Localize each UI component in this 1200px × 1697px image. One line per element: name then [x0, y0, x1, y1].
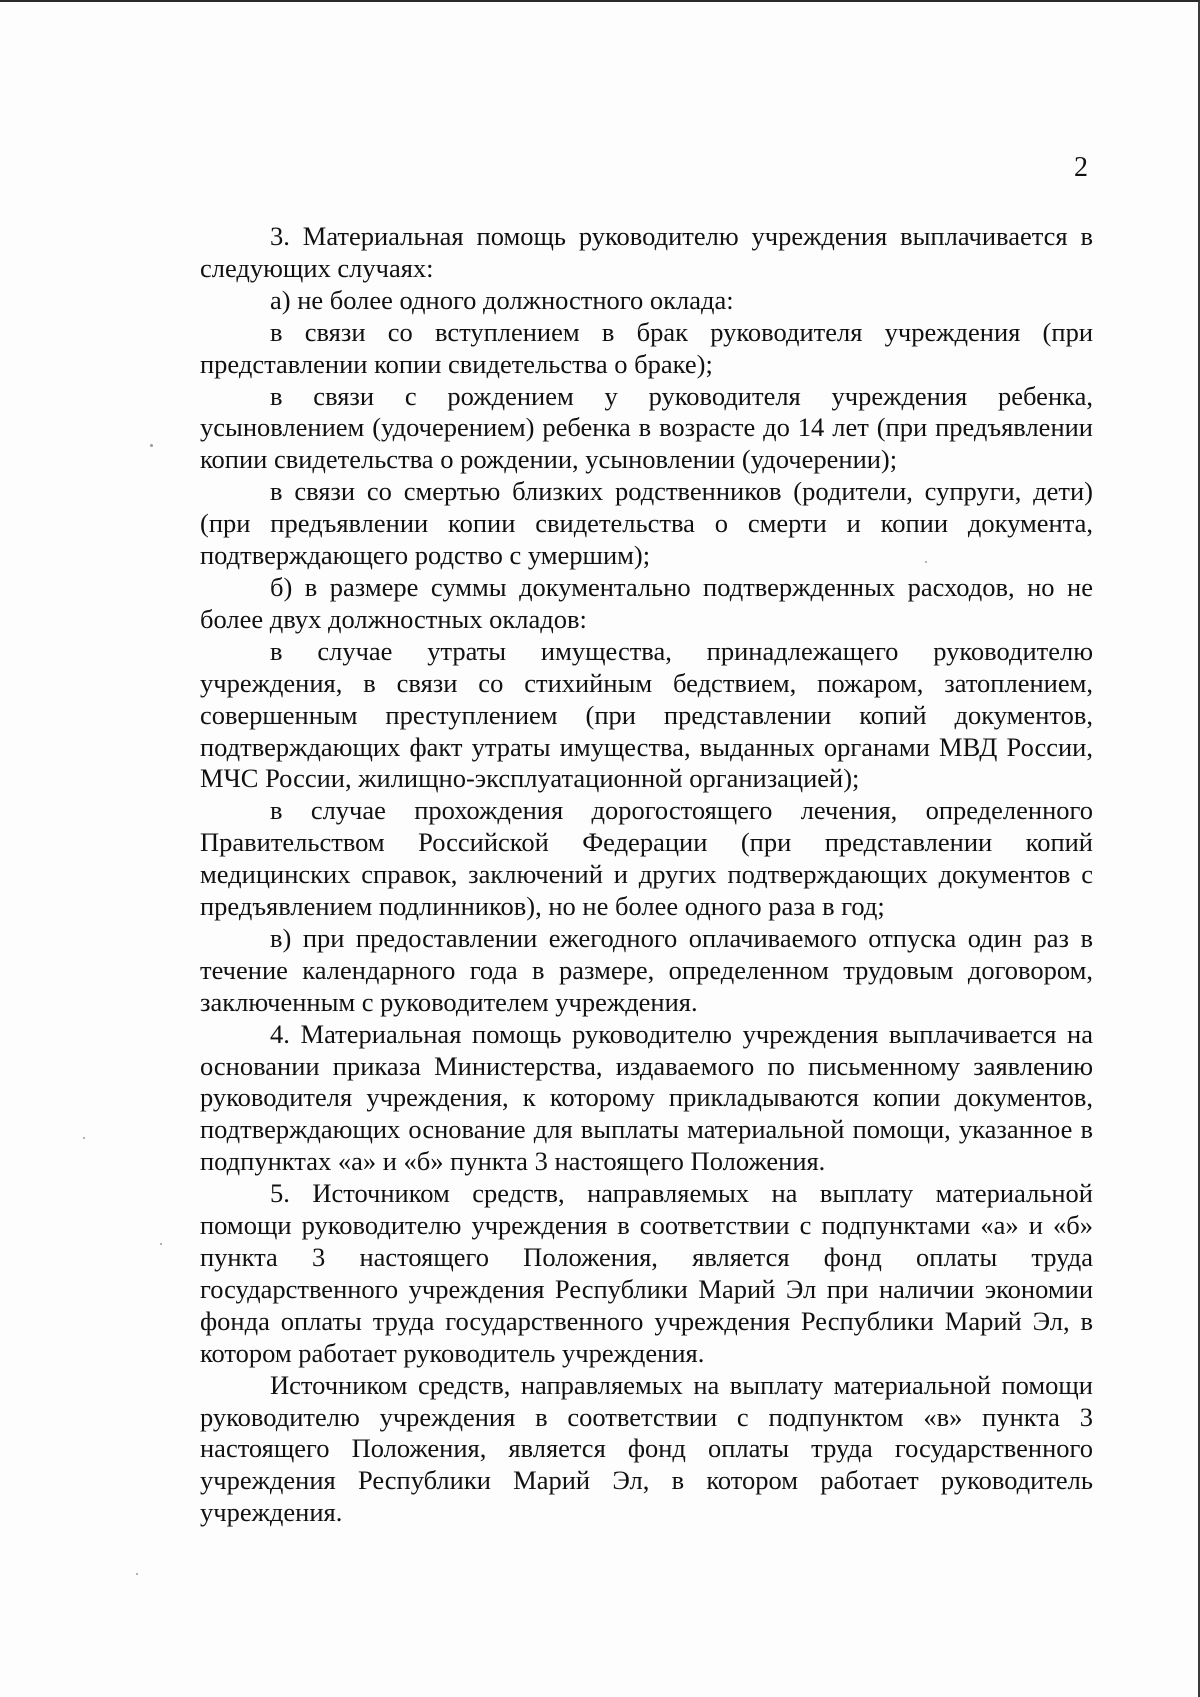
paragraph-3v-vacation: в) при предоставлении ежегодного оплачиваемого отпуска один раз в течение календарного года в размере, определенном трудовым договором, заключенным с руководителем учреждения.: [200, 922, 1093, 1017]
scan-speck: [136, 1573, 138, 1575]
scan-speck: [150, 444, 153, 447]
paragraph-3a-birth: в связи с рождением у руководителя учреждения ребенка, усыновлением (удочерением) ребенка в возрасте до 14 лет (при предъявлении копии свидетельства о рождении, усыновлении (удочерении);: [200, 380, 1093, 475]
paragraph-3-intro: 3. Материальная помощь руководителю учреждения выплачивается в следующих случаях:: [200, 221, 1093, 283]
paragraph-3a-marriage: в связи со вступлением в брак руководителя учреждения (при представлении копии свидетельства о браке);: [200, 316, 1093, 379]
paragraph-3a-heading: а) не более одного должностного оклада:: [270, 284, 734, 315]
scan-speck: [83, 1137, 85, 1139]
page-number: 2: [1074, 152, 1088, 183]
scan-speck: [160, 1243, 162, 1245]
paragraph-3a-death: в связи со смертью близких родственников (родители, супруги, дети) (при предъявлении копии свидетельства о смерти и копии документа, подтверждающего родство с умершим);: [200, 476, 1093, 571]
paragraph-5-source: Источником средств, направляемых на выплату материальной помощи руководителю учреждения в соответствии с подпунктом «в» пункта 3 настоящего Положения, является фонд оплаты труда государственного учреждения Республики Марий Эл, в котором работает руководитель учреждения.: [200, 1369, 1093, 1528]
document-body: [200, 221, 1093, 1529]
paragraph-5: 5. Источником средств, направляемых на выплату материальной помощи руководителю учреждения в соответствии с подпунктами «а» и «б» пункта 3 настоящего Положения, является фонд оплаты труда государственного учреждения Республики Марий Эл при наличии экономии фонда оплаты труда государственного учреждения Республики Марий Эл, в котором работает руководитель учреждения.: [200, 1178, 1093, 1368]
paragraph-3b-heading: б) в размере суммы документально подтвержденных расходов, но не более двух должностных окладов:: [200, 571, 1093, 634]
paragraph-4: 4. Материальная помощь руководителю учреждения выплачивается на основании приказа Министерства, издаваемого по письменному заявлению руководителя учреждения, к которому прикладываются копии документов, подтверждающих основание для выплаты материальной помощи, указанное в подпунктах «а» и «б» пункта 3 настоящего Положения.: [200, 1018, 1093, 1177]
paragraph-3b-treatment: в случае прохождения дорогостоящего лечения, определенного Правительством Российской Федерации (при представлении копий медицинских справок, заключений и других подтверждающих документов с предъявлением подлинников), но не более одного раза в год;: [200, 795, 1093, 922]
scan-speck: [925, 561, 927, 563]
paragraph-3b-property-loss: в случае утраты имущества, принадлежащего руководителю учреждения, в связи со стихийным бедствием, пожаром, затоплением, совершенным преступлением (при представлении копий документов, подтверждающих факт утраты имущества, выданных органами МВД России, МЧС России, жилищно-эксплуатационной организацией);: [200, 635, 1093, 794]
